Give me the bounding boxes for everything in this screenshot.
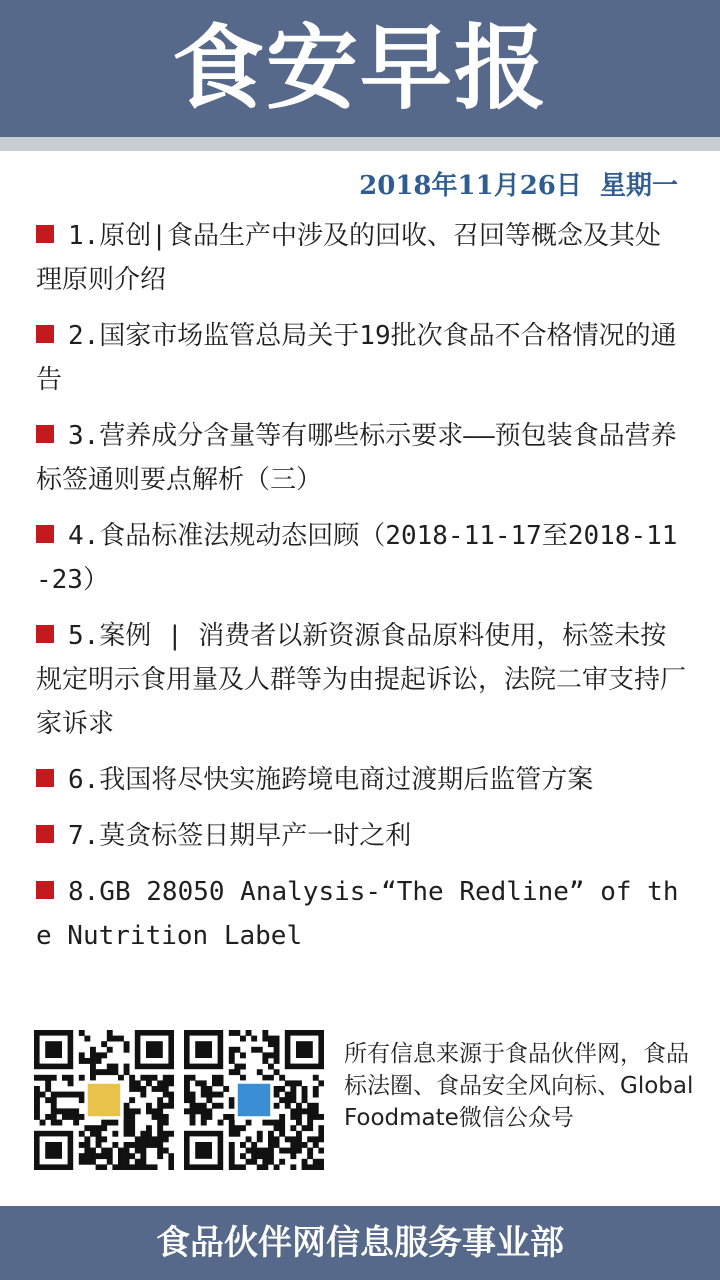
source-note: 所有信息来源于食品伙伴网，食品标法圈、食品安全风向标、Global Foodmate微信公众号	[344, 1041, 694, 1131]
footer-label: 食品伙伴网信息服务事业部	[156, 1223, 564, 1263]
bullet-icon	[36, 225, 54, 243]
news-item[interactable]	[36, 314, 686, 402]
qr-code-area	[26, 1026, 336, 1178]
news-item[interactable]	[36, 814, 686, 858]
page-title: 食安早报	[171, 15, 548, 122]
news-item-title: 5.案例 | 消费者以新资源食品原料使用，标签未按规定明示食用量及人群等为由提起诉讼，法院二审支持厂家诉求	[36, 621, 687, 739]
news-item-title: 1.原创|食品生产中涉及的回收、召回等概念及其处理原则介绍	[36, 221, 661, 295]
qr-code-icon[interactable]	[184, 1030, 324, 1170]
bullet-icon	[36, 525, 54, 543]
news-item-title: 8.GB 28050 Analysis-“The Redline” of the Nutrition Label	[36, 877, 679, 951]
bullet-icon	[36, 881, 54, 899]
news-item[interactable]	[36, 614, 686, 746]
bullet-icon	[36, 325, 54, 343]
news-item-title: 6.我国将尽快实施跨境电商过渡期后监管方案	[68, 765, 594, 795]
bullet-icon	[36, 425, 54, 443]
news-item[interactable]	[36, 214, 686, 302]
news-item-title: 3.营养成分含量等有哪些标示要求——预包装食品营养标签通则要点解析（三）	[36, 421, 677, 495]
news-item[interactable]	[36, 870, 686, 958]
bullet-icon	[36, 625, 54, 643]
news-item-title: 2.国家市场监管总局关于19批次食品不合格情况的通告	[36, 321, 677, 395]
news-item[interactable]	[36, 414, 686, 502]
date-label: 2018年11月26日 星期一	[359, 171, 678, 201]
header-banner	[0, 0, 720, 137]
news-item-title: 4.食品标准法规动态回顾（2018-11-17至2018-11-23）	[36, 521, 678, 595]
footer-banner	[0, 1206, 720, 1280]
news-list	[36, 214, 686, 958]
header-divider	[0, 137, 720, 151]
news-item-title: 7.莫贪标签日期早产一时之利	[68, 821, 412, 851]
bullet-icon	[36, 769, 54, 787]
news-item[interactable]	[36, 514, 686, 602]
news-item[interactable]	[36, 758, 686, 802]
qr-code-icon[interactable]	[34, 1030, 174, 1170]
bullet-icon	[36, 825, 54, 843]
